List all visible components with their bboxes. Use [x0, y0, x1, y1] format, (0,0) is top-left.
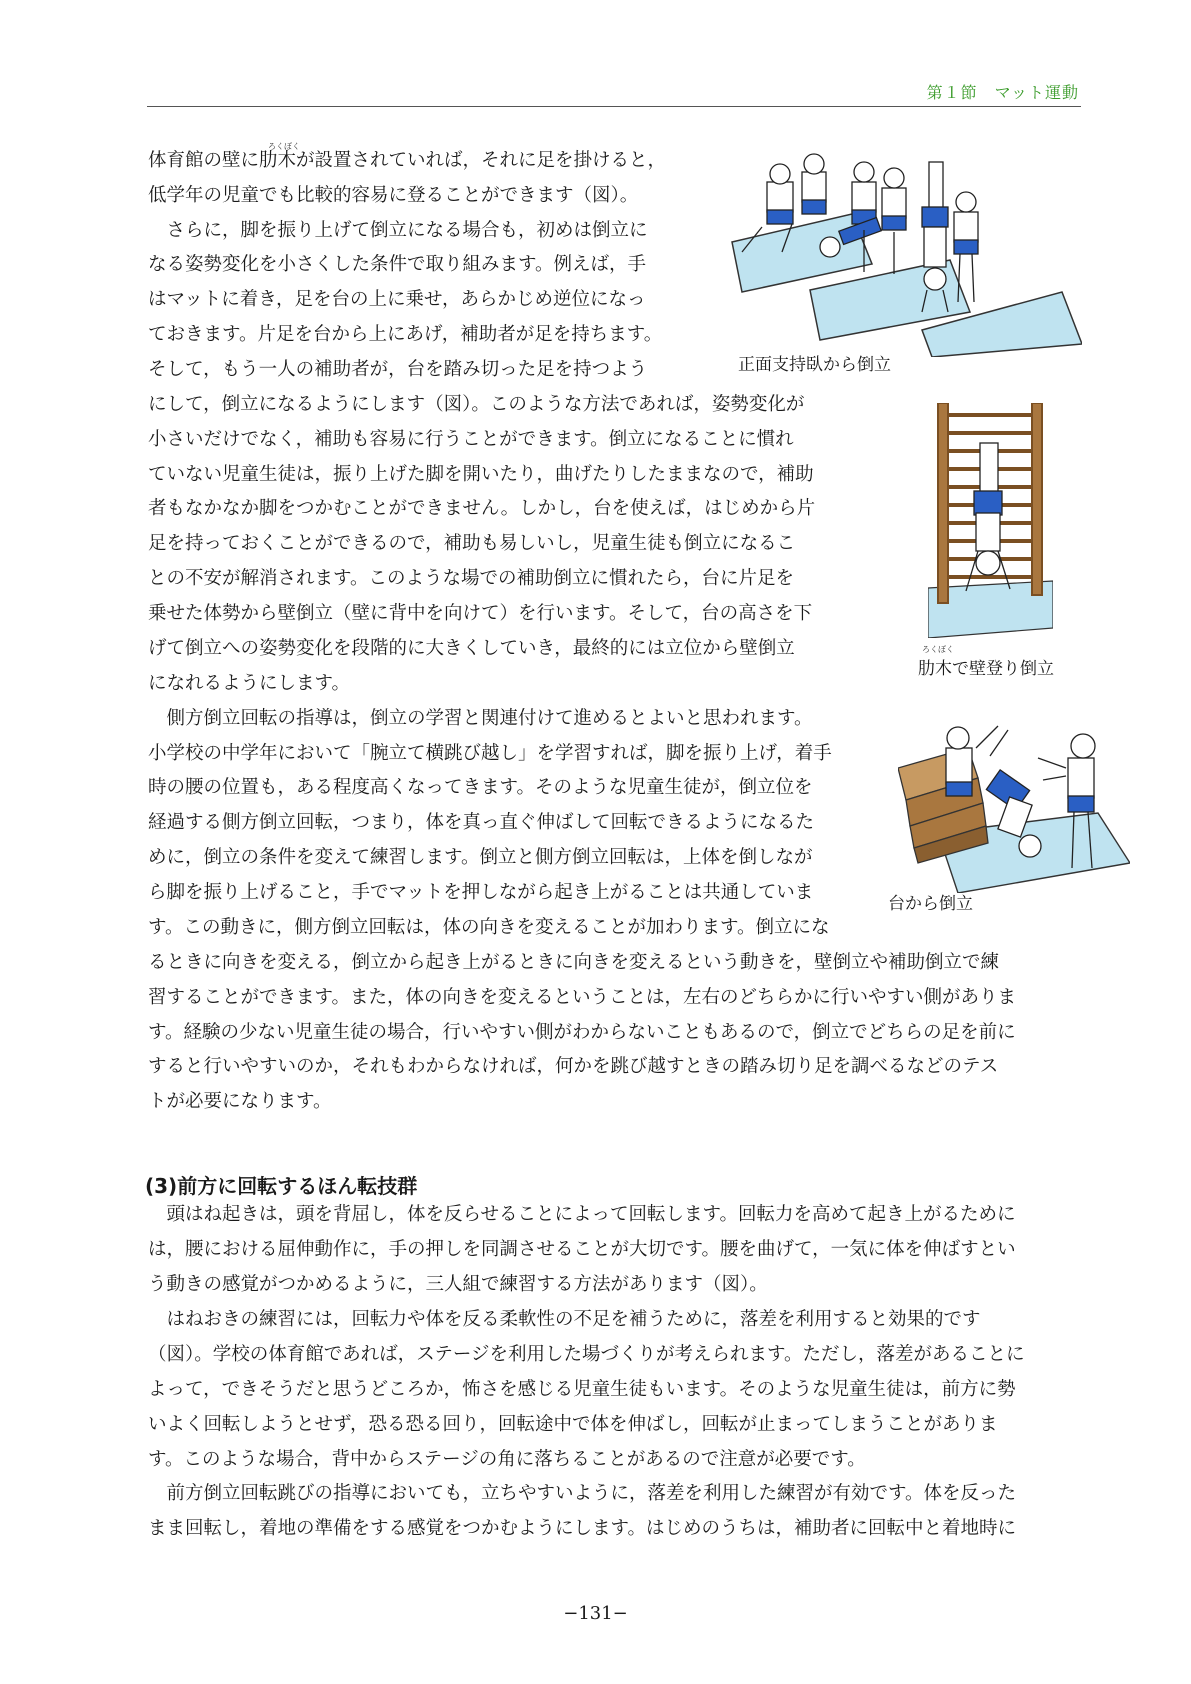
text-line: 体育館の壁に肋木が設置されていれば，それに足を掛けると， [148, 150, 667, 171]
text-line: 側方倒立回転の指導は，倒立の学習と関連付けて進めるとよいと思われます。 [148, 708, 813, 729]
text-line: はねおきの練習には，回転力や体を反る柔軟性の不足を補うために，落差を利用すると効果的です [148, 1309, 981, 1330]
text-line: 者もなかなか脚をつかむことができません。しかし，台を使えば，はじめから片 [148, 498, 816, 519]
text-line: げて倒立への姿勢変化を段階的に大きくしていき，最終的には立位から壁倒立 [148, 638, 795, 659]
text-line: にして，倒立になるようにします（図）。このような方法であれば，姿勢変化が [148, 394, 805, 415]
text-line: との不安が解消されます。このような場での補助倒立に慣れたら，台に片足を [148, 568, 795, 589]
text-line: 小さいだけでなく，補助も容易に行うことができます。倒立になることに慣れ [148, 429, 794, 450]
ruby-rokuboku-caption: ろくぼく [922, 645, 954, 654]
text-line: になれるようにします。 [148, 673, 351, 694]
section-heading: (3)前方に回転するほん転技群 [145, 1174, 418, 1198]
text-line: なる姿勢変化を小さくした条件で取り組みます。例えば，手 [148, 254, 647, 275]
text-line: 足を持っておくことができるので，補助も易しいし，児童生徒も倒立になるこ [148, 533, 796, 554]
ruby-rokuboku: ろくぼく [268, 142, 300, 151]
figure-wall-bars-handstand [928, 403, 1053, 638]
text-line: す。経験の少ない児童生徒の場合，行いやすい側がわからないこともあるので，倒立でどちらの足を前に [148, 1022, 1016, 1043]
text-line: はマットに着き，足を台の上に乗せ，あらかじめ逆位になっ [148, 289, 646, 310]
text-line: 前方倒立回転跳びの指導においても，立ちやすいように，落差を利用した練習が有効です。体を反った [148, 1483, 1017, 1504]
figure-box-handstand [898, 718, 1130, 893]
running-header [147, 82, 1081, 107]
section-header-text: 第１節 マット運動 [926, 83, 1079, 102]
text-line: 乗せた体勢から壁倒立（壁に背中を向けて）を行います。そして，台の高さを下 [148, 603, 813, 624]
figure-front-support-handstand [722, 152, 1082, 357]
figure-caption: 肋木で壁登り倒立 [918, 659, 1054, 679]
text-line: まま回転し，着地の準備をする感覚をつかむようにします。はじめのうちは，補助者に回転中と着地時に [148, 1518, 1017, 1539]
text-line: いよく回転しようとせず，恐る恐る回り，回転途中で体を伸ばし，回転が止まってしまうことがありま [148, 1414, 998, 1435]
text-line: トが必要になります。 [148, 1091, 332, 1112]
text-line: よって，できそうだと思うどころか，怖さを感じる児童生徒もいます。そのような児童生徒は，前方に勢 [148, 1379, 1016, 1400]
text-line: は，腰における屈伸動作に，手の押しを同調させることが大切です。腰を曲げて，一気に体を伸ばすとい [148, 1239, 1016, 1260]
text-line: 経過する側方倒立回転，つまり，体を真っ直ぐ伸ばして回転できるようになるた [148, 812, 815, 833]
text-line: さらに，脚を振り上げて倒立になる場合も，初めは倒立に [148, 220, 648, 241]
text-line: ておきます。片足を台から上にあげ，補助者が足を持ちます。 [148, 324, 663, 345]
text-line: う動きの感覚がつかめるように，三人組で練習する方法があります（図）。 [148, 1274, 768, 1295]
text-line: 習することができます。また，体の向きを変えるということは，左右のどちらかに行いやすい側がありま [148, 987, 1017, 1008]
text-line: （図）。学校の体育館であれば，ステージを利用した場づくりが考えられます。ただし，落差があることに [148, 1344, 1025, 1365]
text-line: そして，もう一人の補助者が，台を踏み切った足を持つよう [148, 359, 648, 380]
text-line: 低学年の児童でも比較的容易に登ることができます（図）。 [148, 185, 639, 206]
text-line: ら脚を振り上げること，手でマットを押しながら起き上がることは共通していま [148, 882, 814, 903]
page-number: −131− [563, 1603, 628, 1624]
figure-caption: 台から倒立 [888, 894, 973, 914]
text-line: 時の腰の位置も，ある程度高くなってきます。そのような児童生徒が，倒立位を [148, 777, 813, 798]
text-line: るときに向きを変える，倒立から起き上がるときに向きを変えるという動きを，壁倒立や補助倒立で練 [148, 952, 1000, 973]
text-line: 頭はね起きは，頭を背屈し，体を反らせることによって回転します。回転力を高めて起き上がるために [148, 1204, 1016, 1225]
figure-caption: 正面支持臥から倒立 [738, 355, 891, 375]
text-line: 小学校の中学年において「腕立て横跳び越し」を学習すれば，脚を振り上げ，着手 [148, 743, 832, 764]
text-line: す。このような場合，背中からステージの角に落ちることがあるので注意が必要です。 [148, 1449, 866, 1470]
text-line: す。この動きに，側方倒立回転は，体の向きを変えることが加わります。倒立にな [148, 917, 830, 938]
text-line: めに，倒立の条件を変えて練習します。倒立と側方倒立回転は，上体を倒しなが [148, 847, 813, 868]
text-line: ていない児童生徒は，振り上げた脚を開いたり，曲げたりしたままなので，補助 [148, 464, 814, 485]
text-line: すると行いやすいのか，それもわからなければ，何かを跳び越すときの踏み切り足を調べるなどのテス [148, 1056, 999, 1077]
